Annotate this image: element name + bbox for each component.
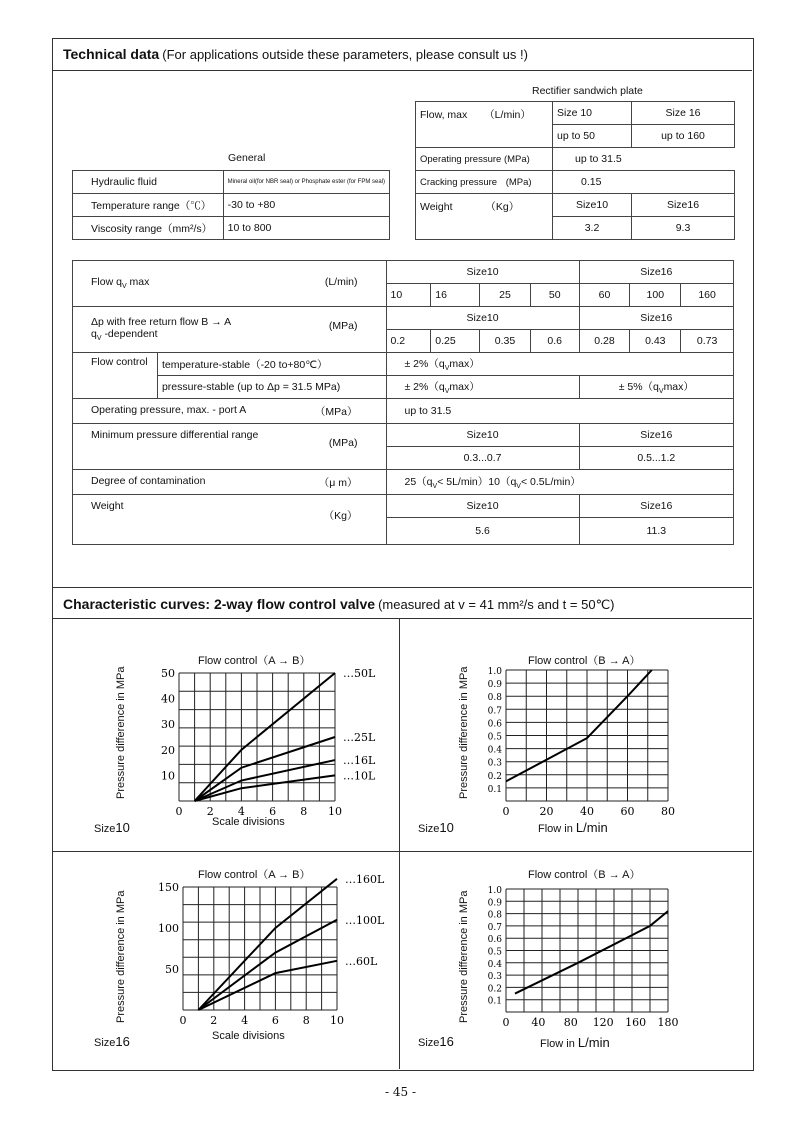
y-tick-label: 0.5: [487, 947, 502, 958]
y-tick-label: 0.8: [487, 693, 502, 704]
series-label: …100L: [345, 913, 385, 927]
x-tick-label: 180: [657, 1016, 679, 1029]
y-tick-label: 20: [161, 743, 175, 757]
y-tick-label: 0.1: [487, 996, 502, 1007]
chart-svg: [400, 618, 752, 851]
series-line: [506, 670, 652, 781]
y-tick-label: 50: [161, 667, 175, 680]
pressure-stable-value-16: ± $5\%(q_V\max)$: [579, 376, 733, 399]
y-tick-label: 0.7: [487, 706, 502, 717]
y-tick-label: 0.8: [487, 910, 502, 921]
chart-xlabel: Flow in L/min: [540, 1035, 610, 1050]
series-line: [198, 961, 337, 1010]
y-tick-label: 1.0: [487, 886, 502, 896]
general-table: Hydraulic fluid Mineral oil(for NBR seal) or Phosphate ester (for FPM seal) Temperature range（℃） -30 to +80 Viscosity range（mm²/s） 10 to 800: [72, 170, 390, 240]
chart-title: Flow control（B → A）: [528, 869, 641, 881]
y-tick-label: 0.2: [487, 984, 502, 995]
chart-xlabel: Scale divisions: [212, 816, 285, 828]
main-spec-table: Flow $q_V$ max (L/min) Size10 Size16 10 16 25 50 60 100 160 Δp with free return flow B → A $q_V$ -dependent (MPa) Size10 Size16 0.2 0.25 0.35 0.6 0.28 0.43 0.73 Flow control temperature-stable（-20 to+80℃） ± $2\%(q_V\max)$ pressure-stable (up to Δp = 31.5 MPa) ± $2\%(q_V\max)$ ± $5\%(q_V\max)$ Operating pressure, max. - port A （MPa） up to 31.5 Minimum pressure differential range (MPa) Size10 Size16 0.3...0.7 0.5...1.2 Degree of contamination （μ m） $25(q_V< 5L/\min)10(q_V< 0.5L/\min)$ Weight （Kg） Size10 Size16 5.6 11.3: [72, 260, 734, 545]
rect-crack-cell: Cracking pressure (MPa): [416, 171, 553, 194]
y-tick-label: 0.6: [487, 719, 502, 730]
x-tick-label: 10: [328, 805, 342, 818]
x-tick-label: 40: [531, 1016, 546, 1029]
series-line: [515, 911, 668, 993]
size-label: Size16: [94, 1034, 130, 1049]
general-title: General: [228, 152, 266, 164]
cont-value: $25(q_V< 5L/\min)10(q_V< 0.5L/\min)$: [386, 470, 734, 495]
rect-flow-cell: Flow, max （L/min）: [416, 102, 553, 148]
chart-ylabel: Pressure difference in MPa: [115, 890, 127, 1023]
chart-panel-1: [52, 618, 399, 851]
size-label: Size10: [94, 820, 130, 835]
y-tick-label: 150: [158, 881, 179, 894]
main-weight-cell: Weight （Kg）: [73, 495, 387, 545]
chart-xlabel: Flow in L/min: [538, 820, 608, 835]
series-line: [198, 879, 337, 1010]
chart-ylabel: Pressure difference in MPa: [458, 666, 470, 799]
x-tick-label: 80: [563, 1016, 578, 1029]
x-tick-label: 80: [661, 805, 675, 818]
curves-title: Characteristic curves: 2-way flow control valve: [63, 596, 376, 612]
y-tick-label: 0.6: [487, 935, 502, 946]
x-tick-label: 4: [241, 1014, 249, 1027]
y-tick-label: 0.1: [487, 784, 502, 795]
chart-panel-3: [52, 852, 399, 1069]
chart-ylabel: Pressure difference in MPa: [458, 890, 470, 1023]
rectifier-title: Rectifier sandwich plate: [532, 85, 643, 97]
y-tick-label: 50: [165, 963, 179, 976]
temp-stable-value: ± $2\%(q_V\max)$: [386, 353, 734, 376]
x-tick-label: 6: [269, 805, 277, 818]
chart-title: Flow control（B → A）: [528, 655, 641, 667]
x-tick-label: 2: [210, 1014, 218, 1027]
curves-note: (measured at v = 41 mm²/s and t = 50℃): [378, 597, 615, 612]
main-min-cell: Minimum pressure differential range (MPa): [73, 424, 387, 470]
x-tick-label: 0: [502, 805, 510, 818]
x-tick-label: 20: [539, 805, 554, 818]
chart-panel-4: [400, 852, 752, 1069]
chart-ylabel: Pressure difference in MPa: [115, 666, 127, 799]
y-tick-label: 0.5: [487, 732, 502, 743]
y-tick-label: 100: [158, 922, 179, 935]
size-label: Size10: [418, 820, 454, 835]
size-label: Size16: [418, 1034, 454, 1049]
y-tick-label: 0.4: [487, 745, 502, 756]
x-tick-label: 8: [302, 1014, 310, 1027]
x-tick-label: 4: [237, 805, 245, 818]
series-label: …16L: [343, 754, 376, 768]
y-tick-label: 30: [161, 718, 175, 732]
series-label: …60L: [345, 954, 378, 968]
y-tick-label: 0.3: [487, 972, 502, 983]
rect-weight-cell: Weight （Kg）: [416, 194, 553, 240]
x-tick-label: 6: [271, 1014, 279, 1027]
series-label: …50L: [343, 667, 376, 680]
main-op-cell: Operating pressure, max. - port A （MPa）: [73, 399, 387, 424]
y-tick-label: 0.9: [487, 680, 502, 691]
y-tick-label: 1.0: [487, 667, 502, 677]
main-cont-cell: Degree of contamination （μ m）: [73, 470, 387, 495]
main-flow-cell: Flow $q_V$ max (L/min): [73, 261, 387, 307]
pressure-stable-value-10: ± $2\%(q_V\max)$: [386, 376, 579, 399]
page-number: - 45 -: [385, 1085, 417, 1099]
technical-data-header: [52, 38, 752, 71]
y-tick-label: 10: [161, 769, 175, 783]
x-tick-label: 60: [620, 805, 635, 818]
x-tick-label: 0: [175, 805, 183, 818]
chart-title: Flow control（A → B）: [198, 655, 311, 667]
section-note: (For applications outside these parameters, please consult us !): [162, 47, 528, 62]
x-tick-label: 0: [179, 1014, 187, 1027]
main-dp-cell: Δp with free return flow B → A $q_V$ -dependent (MPa): [73, 307, 387, 353]
section-title: Technical data: [63, 46, 160, 62]
y-tick-label: 0.9: [487, 898, 502, 909]
rect-op-cell: Operating pressure (MPa): [416, 148, 553, 171]
curves-header: [52, 587, 752, 619]
chart-xlabel: Scale divisions: [212, 1030, 285, 1042]
series-label: …25L: [343, 731, 376, 744]
rectifier-table: Flow, max （L/min） Size 10 Size 16 up to 50 up to 160 Operating pressure (MPa) up to 31.5 Cracking pressure (MPa) 0.15 Weight （Kg） Size10 Size16 3.2 9.3: [415, 101, 735, 240]
y-tick-label: 0.4: [487, 959, 502, 970]
y-tick-label: 40: [161, 692, 175, 706]
y-tick-label: 0.2: [487, 771, 502, 782]
chart-panel-2: [400, 618, 752, 851]
y-tick-label: 0.3: [487, 758, 502, 769]
series-line: [195, 673, 335, 801]
series-label: …160L: [345, 872, 385, 886]
x-tick-label: 160: [625, 1016, 647, 1029]
x-tick-label: 40: [580, 805, 594, 818]
series-label: …10L: [343, 769, 376, 783]
x-tick-label: 2: [206, 805, 214, 818]
chart-title: Flow control（A → B）: [198, 869, 311, 881]
x-tick-label: 0: [502, 1016, 510, 1029]
x-tick-label: 8: [300, 805, 308, 818]
x-tick-label: 120: [592, 1016, 614, 1029]
x-tick-label: 10: [330, 1014, 344, 1027]
y-tick-label: 0.7: [487, 922, 502, 933]
